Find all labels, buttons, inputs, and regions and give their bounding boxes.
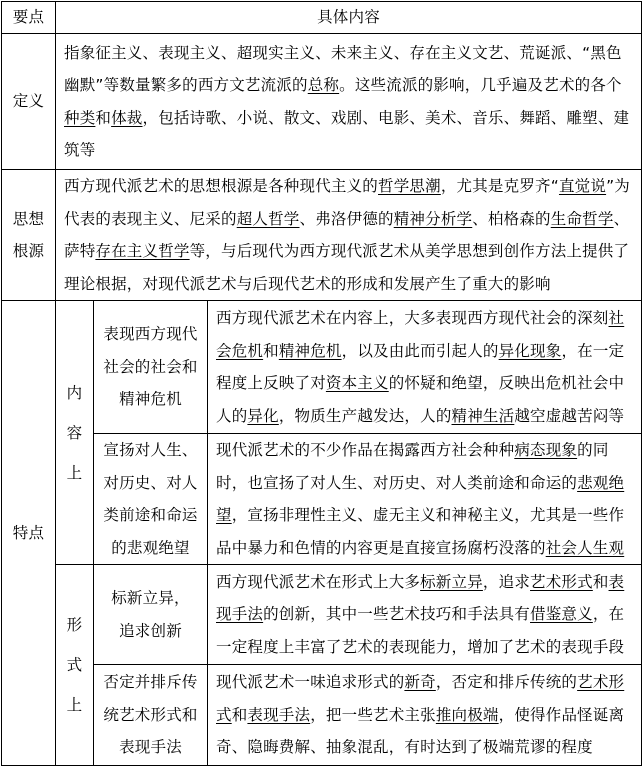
text-segment: ，把一些艺术主张 — [310, 705, 436, 724]
feature-detail-text — [216, 302, 637, 432]
feature-detail-text — [216, 666, 637, 764]
text-segment: 和 — [95, 108, 112, 127]
underlined-term: 表现手法 — [216, 572, 625, 624]
underlined-term: 社会危机 — [216, 309, 625, 360]
feature-title-line1: 标新立异， — [111, 589, 190, 607]
text-segment: ，宣扬非理性主义、虚无主义和神秘主义，尤其是一些作品中暴力和色情的内容更是直接宣扬腐朽没落的 — [216, 506, 625, 557]
text-segment: 西方现代派艺术的思想根源是各种现代主义的 — [64, 177, 379, 195]
underlined-term: 表现手法 — [247, 705, 311, 724]
text-segment: 和 — [263, 341, 279, 360]
text-segment: 的同时，也宣扬了对人生、对历史、对人类前途和命运的 — [216, 441, 609, 492]
form-label-char: 形 — [66, 616, 83, 634]
feature-title-cell — [94, 434, 207, 564]
text-segment: ，尤其是克罗齐“ — [440, 177, 559, 195]
roots-content-cell — [56, 170, 641, 300]
content-label-char: 内 — [66, 383, 83, 402]
underlined-term: 艺术形式 — [530, 572, 593, 591]
text-segment: 、弗洛伊德的 — [299, 209, 394, 228]
feature-detail-cell — [208, 434, 641, 564]
underlined-term: 新奇 — [404, 673, 436, 692]
text-segment: 越空虚越苦闷等 — [514, 406, 625, 425]
text-segment: 、萨特 — [64, 209, 630, 260]
feature-detail-cell — [208, 301, 641, 433]
definition-content-cell — [56, 34, 641, 169]
text-segment: ，物质生产越发达，人的 — [278, 406, 452, 425]
features-label: 特点 — [12, 523, 45, 542]
header-cell — [2, 2, 55, 33]
underlined-term: 直觉说 — [558, 177, 607, 195]
form-label-char: 式 — [66, 656, 83, 674]
text-segment: ，追求 — [482, 572, 531, 591]
underlined-term: 悲观绝望 — [216, 473, 625, 524]
underlined-term: 精神分析学 — [393, 209, 473, 228]
underlined-term: 生命哲学 — [550, 209, 614, 228]
underlined-term: 异化 — [247, 406, 279, 425]
underlined-term: 借鉴意义 — [530, 605, 593, 624]
underlined-term: 超人哲学 — [236, 209, 300, 228]
roots-label-line1: 思想 — [12, 209, 45, 228]
text-segment: 和 — [592, 572, 609, 591]
definition-text — [64, 37, 637, 167]
form-group-label — [56, 565, 93, 765]
table-border-bottom — [1, 765, 642, 766]
underlined-term: 总称 — [307, 76, 340, 94]
definition-label: 定义 — [12, 92, 45, 111]
text-segment: ，在一定程度上丰富了艺术的表现能力，增加了艺术的表现手段 — [216, 605, 625, 656]
text-segment: ”为代表的表现主义、尼采的 — [64, 177, 631, 228]
text-segment: 。这些流派的影响，几乎遍及艺术的各个 — [339, 76, 622, 94]
feature-title: 宣扬对人生、对历史、对人类前途和命运的悲观绝望 — [103, 441, 198, 557]
text-segment: 的怀疑和绝望，反映出危机社会中人的 — [216, 374, 625, 425]
feature-title-cell — [94, 565, 207, 664]
feature-title-cell — [94, 665, 207, 765]
feature-title-cell — [94, 301, 207, 433]
roots-label-line2: 根源 — [12, 242, 45, 260]
underlined-term: 体裁 — [111, 108, 143, 127]
underlined-term: 精神生活 — [451, 406, 515, 425]
underlined-term: 种类 — [64, 108, 96, 127]
underlined-term: 社会人生观 — [545, 538, 625, 557]
underlined-term: 病态现象 — [514, 441, 578, 459]
roots-text — [64, 170, 637, 300]
underlined-term: 精神危机 — [278, 341, 342, 360]
feature-detail-text — [216, 434, 637, 564]
text-segment: 指象征主义、表现主义、超现实主义、未来主义、存在主义文艺、荒诞派、“黑色幽默”等数量繁多的西方文艺流派的 — [64, 43, 622, 94]
row-label-cell — [2, 34, 55, 169]
underlined-term: 存在主义哲学 — [95, 242, 190, 260]
text-segment: 、柏格森的 — [472, 209, 551, 228]
underlined-term: 哲学思潮 — [378, 177, 441, 195]
header-cell — [56, 2, 641, 33]
text-segment: ，包括诗歌、小说、散文、戏剧、电影、美术、音乐、舞蹈、雕塑、建筑等 — [64, 108, 630, 159]
content-label-char: 上 — [66, 463, 83, 482]
feature-detail-cell — [208, 565, 641, 664]
text-segment: 西方现代派艺术在形式上大多 — [216, 572, 421, 591]
feature-title: 表现西方现代社会的社会和精神危机 — [103, 325, 198, 409]
underlined-term: 标新立异 — [420, 572, 483, 591]
row-label-cell — [2, 301, 55, 765]
text-segment: 等，与后现代为西方现代派艺术从美学思想到创作方法上提供了理论根据，对现代派艺术与后现代艺术的形成和发展产生了重大的影响 — [64, 242, 630, 293]
feature-detail-text — [216, 566, 637, 664]
row-label-cell — [2, 170, 55, 300]
content-label-char: 容 — [66, 423, 83, 442]
table-border-right — [641, 1, 642, 766]
text-segment: 现代派艺术一味追求形式的 — [216, 673, 405, 692]
underlined-term: 艺术形式 — [216, 673, 625, 724]
form-label-char: 上 — [66, 696, 83, 714]
underlined-term: 推向极端 — [435, 705, 499, 724]
text-segment: ，使得作品怪诞离奇、隐晦费解、抽象混乱，有时达到了极端荒谬的程度 — [216, 705, 625, 757]
text-segment: 西方现代派艺术在内容上，大多表现西方现代社会的深刻 — [216, 309, 609, 327]
underlined-term: 资本主义 — [325, 374, 389, 392]
feature-detail-cell — [208, 665, 641, 765]
text-segment: ，否定和排斥传统的 — [435, 673, 578, 692]
text-segment: ，以及由此而引起人的 — [341, 341, 499, 360]
text-segment: 和 — [231, 705, 248, 724]
header-key-point: 要点 — [12, 8, 45, 27]
content-group-label — [56, 301, 93, 564]
text-segment: 现代派艺术的不少作品在揭露西方社会种种 — [216, 441, 515, 459]
text-segment: ，在一定程度上反映了对 — [216, 341, 625, 392]
feature-title: 否定并排斥传统艺术形式和表现手法 — [103, 673, 198, 757]
feature-title-line2: 追求创新 — [119, 621, 182, 640]
underlined-term: 异化现象 — [498, 341, 562, 360]
text-segment: 的创新，其中一些艺术技巧和手法具有 — [263, 605, 531, 624]
header-content: 具体内容 — [317, 8, 380, 27]
